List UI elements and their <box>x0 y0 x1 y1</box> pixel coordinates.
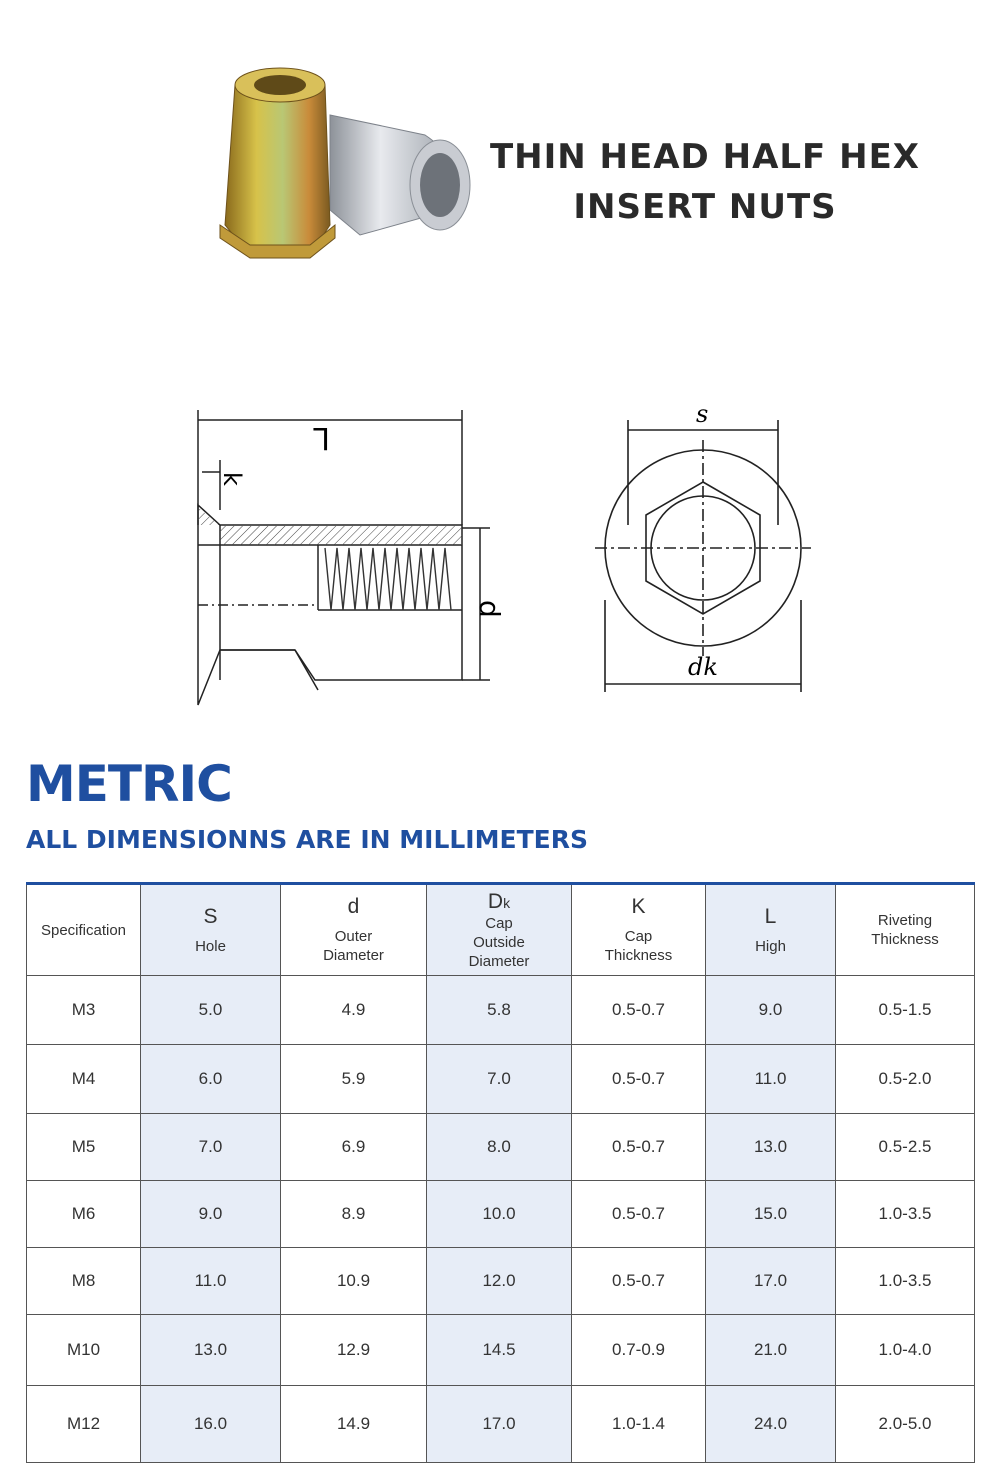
value-cell: 5.9 <box>281 1045 427 1114</box>
value-cell: 0.5-0.7 <box>572 1114 706 1181</box>
table-row <box>27 1315 975 1386</box>
value-cell: 6.9 <box>281 1114 427 1181</box>
value-cell: 9.0 <box>706 976 836 1045</box>
product-title-line1: THIN HEAD HALF HEX <box>489 137 921 177</box>
header-riveting-thickness: Riveting Thickness <box>836 884 975 976</box>
dim-label-outer: d <box>473 600 506 618</box>
value-cell: 11.0 <box>706 1045 836 1114</box>
value-cell: 10.0 <box>427 1181 572 1248</box>
header-cap-outside-diameter: Dk Cap Outside Diameter <box>427 884 572 976</box>
value-cell: 0.5-0.7 <box>572 1181 706 1248</box>
spec-cell: M4 <box>27 1045 141 1114</box>
value-cell: 8.9 <box>281 1181 427 1248</box>
value-cell: 0.5-0.7 <box>572 976 706 1045</box>
value-cell: 1.0-3.5 <box>836 1181 975 1248</box>
front-view-drawing <box>590 400 820 700</box>
value-cell: 1.0-3.5 <box>836 1248 975 1315</box>
value-cell: 4.9 <box>281 976 427 1045</box>
header-high: L High <box>706 884 836 976</box>
table-row <box>27 1248 975 1315</box>
value-cell: 10.9 <box>281 1248 427 1315</box>
value-cell: 5.8 <box>427 976 572 1045</box>
value-cell: 7.0 <box>427 1045 572 1114</box>
section-title: METRIC <box>26 755 232 813</box>
dimension-table <box>26 882 975 1463</box>
value-cell: 17.0 <box>706 1248 836 1315</box>
value-cell: 2.0-5.0 <box>836 1386 975 1463</box>
value-cell: 24.0 <box>706 1386 836 1463</box>
header-cap-thickness: K Cap Thickness <box>572 884 706 976</box>
spec-cell: M8 <box>27 1248 141 1315</box>
value-cell: 6.0 <box>141 1045 281 1114</box>
value-cell: 14.5 <box>427 1315 572 1386</box>
value-cell: 15.0 <box>706 1181 836 1248</box>
value-cell: 0.5-2.5 <box>836 1114 975 1181</box>
header-outer-diameter: d Outer Diameter <box>281 884 427 976</box>
spec-cell: M12 <box>27 1386 141 1463</box>
value-cell: 0.5-1.5 <box>836 976 975 1045</box>
product-title-line2: INSERT NUTS <box>573 187 837 227</box>
value-cell: 0.5-0.7 <box>572 1248 706 1315</box>
spec-cell: M3 <box>27 976 141 1045</box>
dim-label-length: L <box>313 420 330 455</box>
section-subtitle: ALL DIMENSIONNS ARE IN MILLIMETERS <box>26 825 588 854</box>
dim-label-cap-dia: dk <box>688 653 718 681</box>
table-row <box>27 1181 975 1248</box>
value-cell: 21.0 <box>706 1315 836 1386</box>
spec-cell: M6 <box>27 1181 141 1248</box>
dim-label-hex: s <box>696 400 709 428</box>
value-cell: 5.0 <box>141 976 281 1045</box>
value-cell: 1.0-1.4 <box>572 1386 706 1463</box>
value-cell: 7.0 <box>141 1114 281 1181</box>
value-cell: 14.9 <box>281 1386 427 1463</box>
value-cell: 0.5-2.0 <box>836 1045 975 1114</box>
value-cell: 0.7-0.9 <box>572 1315 706 1386</box>
table-row <box>27 1114 975 1181</box>
header-specification: Specification <box>27 884 141 976</box>
value-cell: 0.5-0.7 <box>572 1045 706 1114</box>
product-photo <box>210 60 480 270</box>
dim-label-cap: k <box>218 472 246 486</box>
spec-cell: M5 <box>27 1114 141 1181</box>
spec-cell: M10 <box>27 1315 141 1386</box>
header-hole: S Hole <box>141 884 281 976</box>
table-row <box>27 976 975 1045</box>
value-cell: 11.0 <box>141 1248 281 1315</box>
value-cell: 12.9 <box>281 1315 427 1386</box>
value-cell: 8.0 <box>427 1114 572 1181</box>
value-cell: 13.0 <box>141 1315 281 1386</box>
table-row <box>27 1045 975 1114</box>
table-header-row <box>27 884 975 976</box>
table-row <box>27 1386 975 1463</box>
value-cell: 13.0 <box>706 1114 836 1181</box>
value-cell: 9.0 <box>141 1181 281 1248</box>
side-section-drawing <box>190 400 510 720</box>
value-cell: 12.0 <box>427 1248 572 1315</box>
product-title <box>480 132 930 232</box>
value-cell: 1.0-4.0 <box>836 1315 975 1386</box>
value-cell: 16.0 <box>141 1386 281 1463</box>
value-cell: 17.0 <box>427 1386 572 1463</box>
